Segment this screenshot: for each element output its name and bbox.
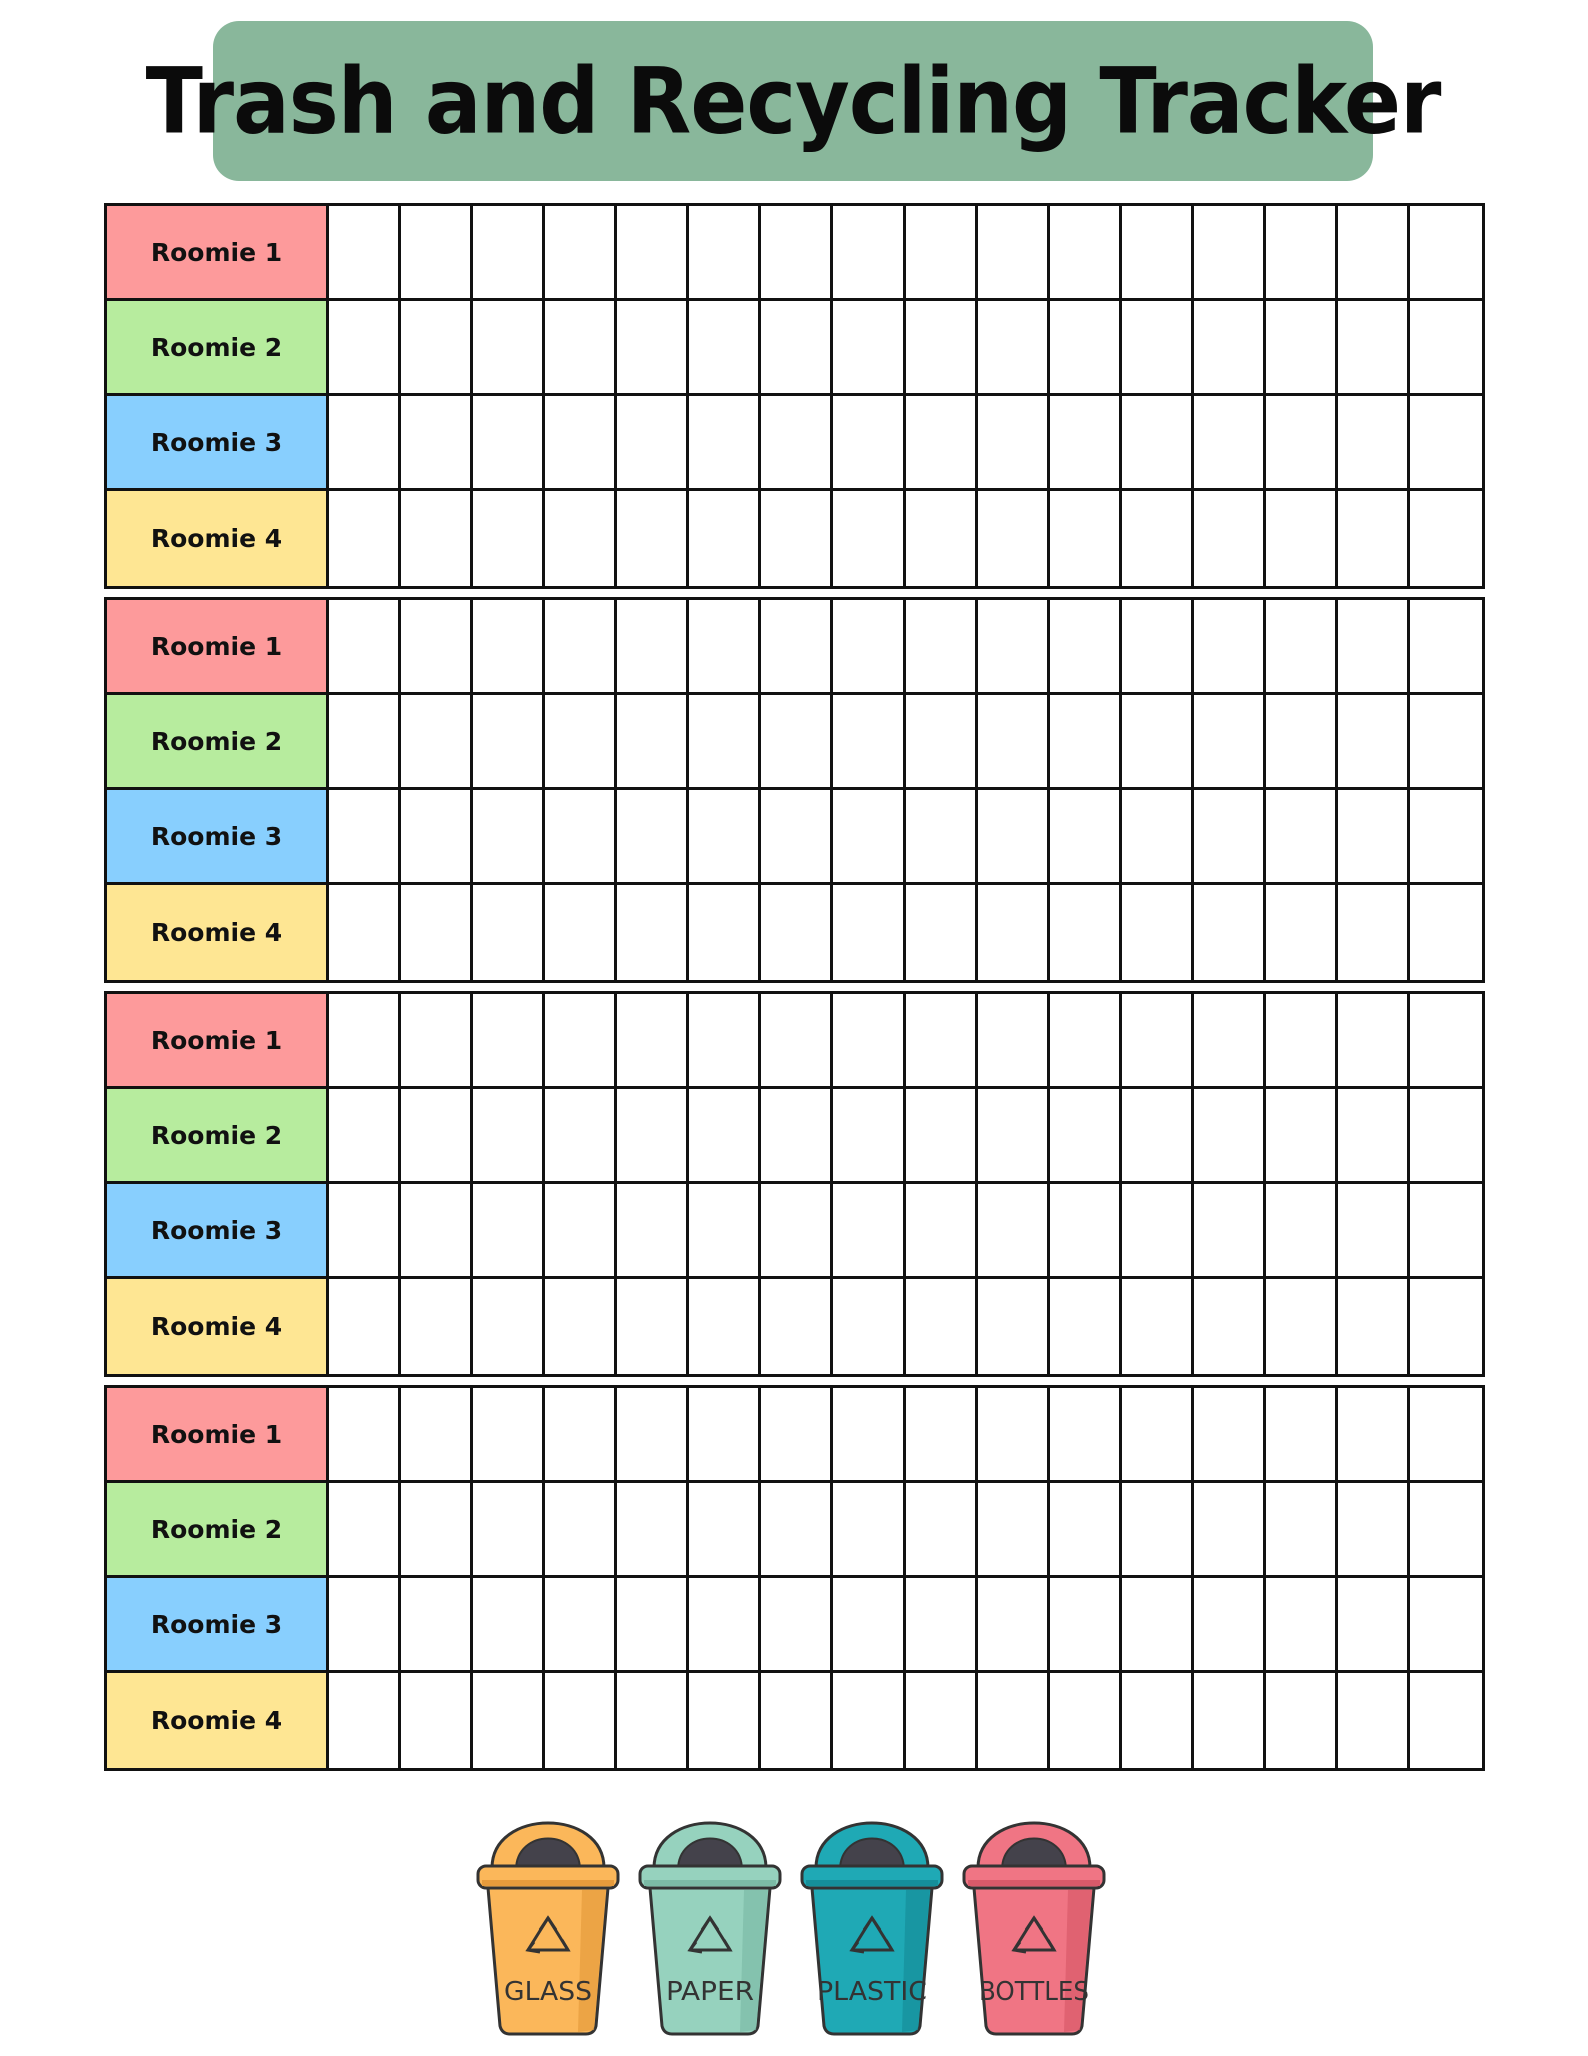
chore-checkbox-cell[interactable]: [833, 1184, 905, 1279]
chore-checkbox-cell[interactable]: [1050, 600, 1122, 695]
recycling-bin-plastic: [794, 1790, 950, 2040]
chore-checkbox-cell[interactable]: [1122, 1673, 1194, 1768]
chore-checkbox-cell[interactable]: [978, 790, 1050, 885]
chore-checkbox-cell[interactable]: [761, 1673, 833, 1768]
chore-checkbox-cell[interactable]: [1050, 491, 1122, 586]
chore-checkbox-cell[interactable]: [906, 695, 978, 790]
chore-checkbox-cell[interactable]: [833, 1279, 905, 1374]
chore-checkbox-cell[interactable]: [689, 206, 761, 301]
chore-checkbox-cell[interactable]: [906, 885, 978, 980]
chore-checkbox-cell[interactable]: [1194, 994, 1266, 1089]
chore-checkbox-cell[interactable]: [1050, 885, 1122, 980]
chore-checkbox-cell[interactable]: [1050, 1578, 1122, 1673]
chore-checkbox-cell[interactable]: [689, 301, 761, 396]
chore-checkbox-cell[interactable]: [761, 1578, 833, 1673]
chore-checkbox-cell[interactable]: [833, 396, 905, 491]
chore-checkbox-cell[interactable]: [329, 994, 401, 1089]
chore-checkbox-cell[interactable]: [401, 885, 473, 980]
chore-checkbox-cell[interactable]: [1410, 1388, 1482, 1483]
roommate-label: Roomie 3: [107, 396, 329, 491]
title-banner: [145, 21, 1441, 181]
chore-checkbox-cell[interactable]: [401, 206, 473, 301]
chore-checkbox-cell[interactable]: [617, 1578, 689, 1673]
page-title: Trash and Recycling Tracker: [145, 48, 1441, 154]
chore-checkbox-cell[interactable]: [1122, 206, 1194, 301]
chore-checkbox-cell[interactable]: [329, 1388, 401, 1483]
chore-checkbox-cell[interactable]: [329, 1673, 401, 1768]
chore-checkbox-cell[interactable]: [329, 396, 401, 491]
chore-checkbox-cell[interactable]: [689, 1279, 761, 1374]
chore-checkbox-cell[interactable]: [329, 1578, 401, 1673]
chore-checkbox-cell[interactable]: [329, 1483, 401, 1578]
chore-checkbox-cell[interactable]: [329, 1184, 401, 1279]
chore-checkbox-cell[interactable]: [329, 600, 401, 695]
chore-checkbox-cell[interactable]: [1266, 1483, 1338, 1578]
chore-checkbox-cell[interactable]: [906, 491, 978, 586]
chore-checkbox-cell[interactable]: [617, 600, 689, 695]
chore-checkbox-cell[interactable]: [1410, 1673, 1482, 1768]
chore-checkbox-cell[interactable]: [833, 1578, 905, 1673]
chore-checkbox-cell[interactable]: [689, 600, 761, 695]
chore-checkbox-cell[interactable]: [1122, 301, 1194, 396]
tracker-week-grid: [104, 597, 1485, 983]
roommate-label: Roomie 3: [107, 790, 329, 885]
chore-checkbox-cell[interactable]: [617, 994, 689, 1089]
chore-checkbox-cell[interactable]: [1410, 885, 1482, 980]
chore-checkbox-cell[interactable]: [1266, 1184, 1338, 1279]
chore-checkbox-cell[interactable]: [401, 1279, 473, 1374]
chore-checkbox-cell[interactable]: [1410, 396, 1482, 491]
chore-checkbox-cell[interactable]: [689, 695, 761, 790]
roommate-label: Roomie 2: [107, 301, 329, 396]
chore-checkbox-cell[interactable]: [473, 1279, 545, 1374]
chore-checkbox-cell[interactable]: [1122, 1388, 1194, 1483]
chore-checkbox-cell[interactable]: [761, 1483, 833, 1578]
chore-checkbox-cell[interactable]: [1410, 600, 1482, 695]
chore-checkbox-cell[interactable]: [473, 885, 545, 980]
chore-checkbox-cell[interactable]: [401, 301, 473, 396]
chore-checkbox-cell[interactable]: [401, 994, 473, 1089]
chore-checkbox-cell[interactable]: [617, 1483, 689, 1578]
roommate-label: Roomie 4: [107, 885, 329, 980]
chore-checkbox-cell[interactable]: [1122, 491, 1194, 586]
chore-checkbox-cell[interactable]: [545, 994, 617, 1089]
chore-checkbox-cell[interactable]: [833, 1388, 905, 1483]
chore-checkbox-cell[interactable]: [1266, 1089, 1338, 1184]
chore-checkbox-cell[interactable]: [1266, 301, 1338, 396]
chore-checkbox-cell[interactable]: [545, 1673, 617, 1768]
chore-checkbox-cell[interactable]: [978, 301, 1050, 396]
chore-checkbox-cell[interactable]: [978, 1184, 1050, 1279]
chore-checkbox-cell[interactable]: [906, 206, 978, 301]
chore-checkbox-cell[interactable]: [545, 396, 617, 491]
chore-checkbox-cell[interactable]: [906, 1184, 978, 1279]
chore-checkbox-cell[interactable]: [329, 790, 401, 885]
chore-checkbox-cell[interactable]: [545, 1184, 617, 1279]
chore-checkbox-cell[interactable]: [689, 1673, 761, 1768]
chore-checkbox-cell[interactable]: [1050, 206, 1122, 301]
chore-checkbox-cell[interactable]: [1122, 396, 1194, 491]
chore-checkbox-cell[interactable]: [1050, 301, 1122, 396]
chore-checkbox-cell[interactable]: [833, 1089, 905, 1184]
chore-checkbox-cell[interactable]: [978, 885, 1050, 980]
chore-checkbox-cell[interactable]: [761, 206, 833, 301]
recycling-bin-glass: [470, 1790, 626, 2040]
chore-checkbox-cell[interactable]: [1410, 1184, 1482, 1279]
chore-checkbox-cell[interactable]: [617, 206, 689, 301]
chore-checkbox-cell[interactable]: [1338, 1089, 1410, 1184]
chore-checkbox-cell[interactable]: [617, 1673, 689, 1768]
chore-checkbox-cell[interactable]: [617, 396, 689, 491]
chore-checkbox-cell[interactable]: [617, 1279, 689, 1374]
chore-checkbox-cell[interactable]: [401, 1578, 473, 1673]
chore-checkbox-cell[interactable]: [401, 695, 473, 790]
chore-checkbox-cell[interactable]: [1194, 790, 1266, 885]
chore-checkbox-cell[interactable]: [1410, 695, 1482, 790]
chore-checkbox-cell[interactable]: [473, 790, 545, 885]
chore-checkbox-cell[interactable]: [545, 1089, 617, 1184]
chore-checkbox-cell[interactable]: [1194, 1673, 1266, 1768]
chore-checkbox-cell[interactable]: [401, 1673, 473, 1768]
chore-checkbox-cell[interactable]: [1338, 1673, 1410, 1768]
chore-checkbox-cell[interactable]: [1050, 1279, 1122, 1374]
chore-checkbox-cell[interactable]: [1194, 301, 1266, 396]
roommate-label: Roomie 3: [107, 1578, 329, 1673]
chore-checkbox-cell[interactable]: [689, 994, 761, 1089]
chore-checkbox-cell[interactable]: [545, 1279, 617, 1374]
chore-checkbox-cell[interactable]: [1194, 1279, 1266, 1374]
chore-checkbox-cell[interactable]: [1338, 1184, 1410, 1279]
roommate-label: Roomie 2: [107, 1483, 329, 1578]
bin-label: PAPER: [666, 1977, 754, 2007]
chore-checkbox-cell[interactable]: [689, 1483, 761, 1578]
chore-checkbox-cell[interactable]: [1338, 790, 1410, 885]
chore-checkbox-cell[interactable]: [401, 1184, 473, 1279]
chore-checkbox-cell[interactable]: [1050, 1089, 1122, 1184]
recycling-bins: [470, 1790, 1130, 2040]
chore-checkbox-cell[interactable]: [401, 491, 473, 586]
chore-checkbox-cell[interactable]: [978, 600, 1050, 695]
chore-checkbox-cell[interactable]: [689, 790, 761, 885]
chore-checkbox-cell[interactable]: [1338, 1388, 1410, 1483]
tracker-week-grid: [104, 991, 1485, 1377]
chore-checkbox-cell[interactable]: [978, 1578, 1050, 1673]
chore-checkbox-cell[interactable]: [1338, 1483, 1410, 1578]
chore-checkbox-cell[interactable]: [978, 695, 1050, 790]
chore-checkbox-cell[interactable]: [1266, 695, 1338, 790]
chore-checkbox-cell[interactable]: [473, 1089, 545, 1184]
recycling-bin-bottles: [956, 1790, 1112, 2040]
chore-checkbox-cell[interactable]: [978, 491, 1050, 586]
chore-checkbox-cell[interactable]: [906, 1673, 978, 1768]
chore-checkbox-cell[interactable]: [978, 1483, 1050, 1578]
chore-checkbox-cell[interactable]: [1266, 206, 1338, 301]
chore-checkbox-cell[interactable]: [833, 885, 905, 980]
chore-checkbox-cell[interactable]: [473, 206, 545, 301]
chore-checkbox-cell[interactable]: [473, 994, 545, 1089]
chore-checkbox-cell[interactable]: [1194, 600, 1266, 695]
chore-checkbox-cell[interactable]: [978, 1279, 1050, 1374]
chore-checkbox-cell[interactable]: [1338, 491, 1410, 586]
chore-checkbox-cell[interactable]: [1194, 1578, 1266, 1673]
chore-checkbox-cell[interactable]: [978, 396, 1050, 491]
chore-checkbox-cell[interactable]: [473, 695, 545, 790]
chore-checkbox-cell[interactable]: [617, 885, 689, 980]
chore-checkbox-cell[interactable]: [1122, 695, 1194, 790]
chore-checkbox-cell[interactable]: [1266, 1388, 1338, 1483]
chore-checkbox-cell[interactable]: [1122, 1483, 1194, 1578]
roommate-label: Roomie 3: [107, 1184, 329, 1279]
roommate-label: Roomie 1: [107, 600, 329, 695]
chore-checkbox-cell[interactable]: [1410, 790, 1482, 885]
chore-checkbox-cell[interactable]: [833, 1483, 905, 1578]
chore-checkbox-cell[interactable]: [473, 1483, 545, 1578]
chore-checkbox-cell[interactable]: [833, 206, 905, 301]
chore-checkbox-cell[interactable]: [329, 885, 401, 980]
chore-checkbox-cell[interactable]: [1266, 1673, 1338, 1768]
chore-checkbox-cell[interactable]: [761, 600, 833, 695]
chore-checkbox-cell[interactable]: [1338, 301, 1410, 396]
chore-checkbox-cell[interactable]: [1194, 396, 1266, 491]
chore-checkbox-cell[interactable]: [1410, 1089, 1482, 1184]
chore-checkbox-cell[interactable]: [1410, 1483, 1482, 1578]
chore-checkbox-cell[interactable]: [329, 1279, 401, 1374]
roommate-label: Roomie 1: [107, 994, 329, 1089]
chore-checkbox-cell[interactable]: [689, 1388, 761, 1483]
chore-checkbox-cell[interactable]: [833, 491, 905, 586]
chore-checkbox-cell[interactable]: [906, 1279, 978, 1374]
chore-checkbox-cell[interactable]: [1266, 994, 1338, 1089]
bin-label: PLASTIC: [817, 1977, 927, 2007]
chore-checkbox-cell[interactable]: [545, 1578, 617, 1673]
chore-checkbox-cell[interactable]: [545, 695, 617, 790]
chore-checkbox-cell[interactable]: [689, 491, 761, 586]
chore-checkbox-cell[interactable]: [329, 1089, 401, 1184]
bin-label: GLASS: [504, 1977, 592, 2007]
chore-checkbox-cell[interactable]: [1122, 1184, 1194, 1279]
chore-checkbox-cell[interactable]: [545, 790, 617, 885]
chore-checkbox-cell[interactable]: [689, 1578, 761, 1673]
trash-bin-icon: [794, 1790, 950, 2040]
chore-checkbox-cell[interactable]: [401, 1388, 473, 1483]
chore-checkbox-cell[interactable]: [906, 1089, 978, 1184]
chore-checkbox-cell[interactable]: [545, 491, 617, 586]
chore-checkbox-cell[interactable]: [1410, 1578, 1482, 1673]
chore-checkbox-cell[interactable]: [1338, 1279, 1410, 1374]
chore-checkbox-cell[interactable]: [329, 491, 401, 586]
chore-checkbox-cell[interactable]: [1266, 491, 1338, 586]
chore-checkbox-cell[interactable]: [978, 206, 1050, 301]
chore-checkbox-cell[interactable]: [617, 1089, 689, 1184]
chore-checkbox-cell[interactable]: [617, 491, 689, 586]
chore-checkbox-cell[interactable]: [906, 301, 978, 396]
chore-checkbox-cell[interactable]: [689, 396, 761, 491]
chore-checkbox-cell[interactable]: [1194, 885, 1266, 980]
chore-checkbox-cell[interactable]: [1050, 1673, 1122, 1768]
chore-checkbox-cell[interactable]: [978, 994, 1050, 1089]
chore-checkbox-cell[interactable]: [833, 695, 905, 790]
chore-checkbox-cell[interactable]: [545, 206, 617, 301]
chore-checkbox-cell[interactable]: [1050, 1483, 1122, 1578]
chore-checkbox-cell[interactable]: [761, 994, 833, 1089]
chore-checkbox-cell[interactable]: [906, 1483, 978, 1578]
chore-checkbox-cell[interactable]: [978, 1673, 1050, 1768]
chore-checkbox-cell[interactable]: [761, 1184, 833, 1279]
chore-checkbox-cell[interactable]: [617, 1184, 689, 1279]
chore-checkbox-cell[interactable]: [329, 695, 401, 790]
chore-checkbox-cell[interactable]: [1410, 206, 1482, 301]
chore-checkbox-cell[interactable]: [1050, 396, 1122, 491]
chore-checkbox-cell[interactable]: [545, 1388, 617, 1483]
tracker-week-grid: [104, 203, 1485, 589]
chore-checkbox-cell[interactable]: [833, 994, 905, 1089]
chore-checkbox-cell[interactable]: [1050, 1388, 1122, 1483]
chore-checkbox-cell[interactable]: [1266, 600, 1338, 695]
chore-checkbox-cell[interactable]: [329, 206, 401, 301]
chore-checkbox-cell[interactable]: [1194, 1388, 1266, 1483]
chore-checkbox-cell[interactable]: [761, 1388, 833, 1483]
chore-checkbox-cell[interactable]: [401, 790, 473, 885]
chore-checkbox-cell[interactable]: [1050, 695, 1122, 790]
chore-checkbox-cell[interactable]: [1122, 1578, 1194, 1673]
chore-checkbox-cell[interactable]: [473, 1388, 545, 1483]
chore-checkbox-cell[interactable]: [473, 1578, 545, 1673]
chore-checkbox-cell[interactable]: [689, 1089, 761, 1184]
chore-checkbox-cell[interactable]: [761, 1089, 833, 1184]
chore-checkbox-cell[interactable]: [545, 885, 617, 980]
chore-checkbox-cell[interactable]: [761, 1279, 833, 1374]
chore-checkbox-cell[interactable]: [761, 885, 833, 980]
recycling-bin-paper: [632, 1790, 788, 2040]
chore-checkbox-cell[interactable]: [545, 600, 617, 695]
roommate-label: Roomie 1: [107, 206, 329, 301]
chore-checkbox-cell[interactable]: [906, 600, 978, 695]
chore-checkbox-cell[interactable]: [617, 301, 689, 396]
chore-checkbox-cell[interactable]: [473, 491, 545, 586]
chore-checkbox-cell[interactable]: [473, 1673, 545, 1768]
chore-checkbox-cell[interactable]: [689, 1184, 761, 1279]
chore-checkbox-cell[interactable]: [761, 790, 833, 885]
chore-checkbox-cell[interactable]: [1194, 1089, 1266, 1184]
chore-checkbox-cell[interactable]: [1338, 994, 1410, 1089]
chore-checkbox-cell[interactable]: [761, 396, 833, 491]
chore-checkbox-cell[interactable]: [1338, 695, 1410, 790]
chore-checkbox-cell[interactable]: [1194, 206, 1266, 301]
chore-checkbox-cell[interactable]: [1122, 1279, 1194, 1374]
chore-checkbox-cell[interactable]: [1410, 994, 1482, 1089]
trash-bin-icon: [470, 1790, 626, 2040]
chore-checkbox-cell[interactable]: [833, 301, 905, 396]
chore-checkbox-cell[interactable]: [906, 1578, 978, 1673]
chore-checkbox-cell[interactable]: [401, 600, 473, 695]
chore-checkbox-cell[interactable]: [833, 1673, 905, 1768]
chore-checkbox-cell[interactable]: [761, 301, 833, 396]
roommate-label: Roomie 1: [107, 1388, 329, 1483]
chore-checkbox-cell[interactable]: [329, 301, 401, 396]
chore-checkbox-cell[interactable]: [1338, 600, 1410, 695]
chore-checkbox-cell[interactable]: [1266, 396, 1338, 491]
chore-checkbox-cell[interactable]: [1050, 790, 1122, 885]
roommate-label: Roomie 2: [107, 1089, 329, 1184]
chore-checkbox-cell[interactable]: [1050, 994, 1122, 1089]
chore-checkbox-cell[interactable]: [978, 1089, 1050, 1184]
chore-checkbox-cell[interactable]: [401, 1483, 473, 1578]
chore-checkbox-cell[interactable]: [1338, 885, 1410, 980]
chore-checkbox-cell[interactable]: [1122, 600, 1194, 695]
chore-checkbox-cell[interactable]: [1266, 790, 1338, 885]
chore-checkbox-cell[interactable]: [1194, 1483, 1266, 1578]
chore-checkbox-cell[interactable]: [473, 600, 545, 695]
chore-checkbox-cell[interactable]: [1122, 1089, 1194, 1184]
chore-checkbox-cell[interactable]: [545, 301, 617, 396]
chore-checkbox-cell[interactable]: [617, 695, 689, 790]
chore-checkbox-cell[interactable]: [1410, 301, 1482, 396]
chore-checkbox-cell[interactable]: [1410, 1279, 1482, 1374]
chore-checkbox-cell[interactable]: [1338, 1578, 1410, 1673]
chore-checkbox-cell[interactable]: [1122, 885, 1194, 980]
roommate-label: Roomie 4: [107, 1279, 329, 1374]
chore-checkbox-cell[interactable]: [689, 885, 761, 980]
chore-checkbox-cell[interactable]: [1194, 1184, 1266, 1279]
chore-checkbox-cell[interactable]: [1266, 1578, 1338, 1673]
chore-checkbox-cell[interactable]: [617, 790, 689, 885]
chore-checkbox-cell[interactable]: [833, 790, 905, 885]
chore-checkbox-cell[interactable]: [978, 1388, 1050, 1483]
chore-checkbox-cell[interactable]: [401, 396, 473, 491]
chore-checkbox-cell[interactable]: [1122, 790, 1194, 885]
trash-bin-icon: [632, 1790, 788, 2040]
roommate-label: Roomie 2: [107, 695, 329, 790]
chore-checkbox-cell[interactable]: [1266, 885, 1338, 980]
chore-checkbox-cell[interactable]: [906, 994, 978, 1089]
chore-checkbox-cell[interactable]: [1410, 491, 1482, 586]
chore-checkbox-cell[interactable]: [1338, 396, 1410, 491]
chore-checkbox-cell[interactable]: [906, 1388, 978, 1483]
chore-checkbox-cell[interactable]: [1338, 206, 1410, 301]
trash-bin-icon: [956, 1790, 1112, 2040]
roommate-label: Roomie 4: [107, 1673, 329, 1768]
tracker-week-grid: [104, 1385, 1485, 1771]
chore-checkbox-cell[interactable]: [545, 1483, 617, 1578]
chore-checkbox-cell[interactable]: [1050, 1184, 1122, 1279]
chore-checkbox-cell[interactable]: [761, 491, 833, 586]
bin-label: BOTTLES: [979, 1977, 1089, 2007]
chore-checkbox-cell[interactable]: [833, 600, 905, 695]
chore-checkbox-cell[interactable]: [473, 1184, 545, 1279]
chore-checkbox-cell[interactable]: [761, 695, 833, 790]
chore-checkbox-cell[interactable]: [401, 1089, 473, 1184]
chore-checkbox-cell[interactable]: [906, 396, 978, 491]
chore-checkbox-cell[interactable]: [617, 1388, 689, 1483]
chore-checkbox-cell[interactable]: [473, 396, 545, 491]
chore-checkbox-cell[interactable]: [1266, 1279, 1338, 1374]
chore-checkbox-cell[interactable]: [906, 790, 978, 885]
chore-checkbox-cell[interactable]: [473, 301, 545, 396]
chore-checkbox-cell[interactable]: [1122, 994, 1194, 1089]
chore-checkbox-cell[interactable]: [1194, 491, 1266, 586]
roommate-label: Roomie 4: [107, 491, 329, 586]
chore-checkbox-cell[interactable]: [1194, 695, 1266, 790]
